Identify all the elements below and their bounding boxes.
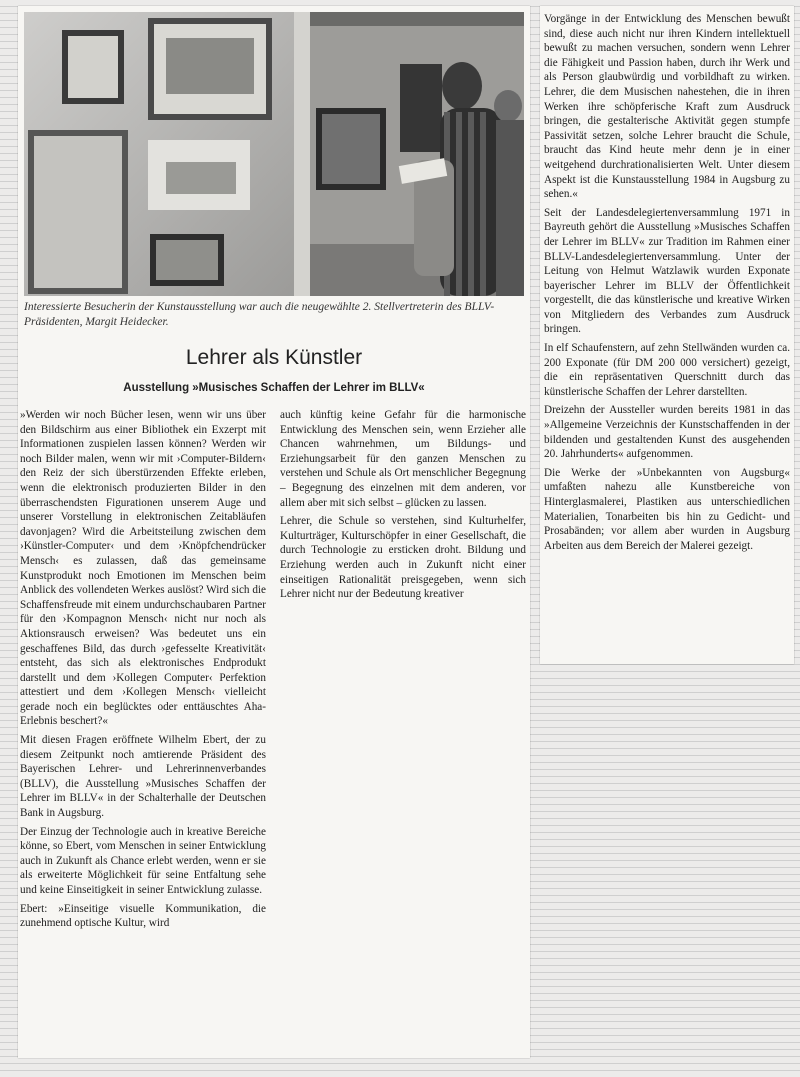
exhibition-photo	[24, 12, 524, 296]
paragraph: Der Einzug der Technologie auch in kreative Bereiche könne, so Ebert, vom Menschen in seiner Entwicklung auch in Zukunft als Chance erlebt werden, wenn er sie als erweiterte Möglichkeit für seine Entfaltung sehe und keine Einseitigkeit in seiner Entwicklung zulasse.	[20, 825, 266, 896]
newspaper-clipping	[18, 6, 794, 1058]
paragraph: Ebert: »Einseitige visuelle Kommunikation, die zunehmend optische Kultur, wird	[20, 902, 266, 930]
photo-caption: Interessierte Besucherin der Kunstausstellung war auch die neugewählte 2. Stellvertreterin des BLLV-Präsidenten, Margit Heidecker.	[24, 301, 495, 328]
article-subheadline: Ausstellung »Musisches Schaffen der Lehrer im BLLV«	[123, 382, 425, 394]
article-column-3	[544, 12, 790, 557]
exhibition-photo-graphic	[24, 12, 524, 296]
paragraph: Vorgänge in der Entwicklung des Menschen bewußt sind, diese auch nicht nur ihren Kindern intellektuell bewußt zu machen versuchen, sondern wenn Lehrer die Fähigkeit und Passion haben, durch ihr Werk und als Person glaubwürdig und vorbildhaft zu wirken. Lehrer, die dem Musischen nahestehen, die in ihren Werken ihre schöpferische Kraft zum Ausdruck bringen, die gestalterische Aktivität gegen stumpfe Passivität setzen, solche Lehrer braucht die Schule, braucht das Kind heute mehr denn je in einer weitgehend durchrationalisierten Welt. Unter diesem Aspekt ist die Kunstausstellung 1984 in Augsburg zu sehen.«	[544, 13, 790, 201]
paragraph: Die Werke der »Unbekannten von Augsburg« umfaßten nahezu alle Kunstbereiche von Hinterglasmalerei, Plastiken aus unterschiedlichen Materialien, Tonarbeiten bis hin zu Gedicht- und Prosabänden; vor allem aber wurden in Augsburg Arbeiten aus dem Bereich der Malerei gezeigt.	[544, 466, 790, 552]
paragraph: Lehrer, die Schule so verstehen, sind Kulturhelfer, Kulturträger, Kulturschöpfer in einer Gesellschaft, die durch Technologie zu ersticken droht. Bildung und Erziehung werden auch in Zukunft nicht einer einseitigen Rationalität preisgegeben, wenn sich Lehrer nicht nur der Bedeutung kreativer	[280, 515, 526, 601]
article-column-2	[280, 408, 526, 606]
paragraph: In elf Schaufenstern, auf zehn Stellwänden wurden ca. 200 Exponate (für DM 200 000 versichert) gezeigt, die ein repräsentativen Querschnitt durch das künstlerische Schaffen der Lehrer darstellten.	[544, 342, 790, 398]
clipping-left-piece	[18, 6, 530, 1058]
paragraph: Dreizehn der Aussteller wurden bereits 1981 in das »Allgemeine Verzeichnis der Kunstschaffenden in der bildenden und gestaltenden Kunst des ausgehenden 20. Jahrhunderts« aufgenommen.	[544, 404, 790, 461]
paragraph: auch künftig keine Gefahr für die harmonische Entwicklung des Menschen sein, wenn Erzieher alle Chancen wahrnehmen, um Bildungs- und Erziehungsarbeit für den ganzen Menschen zu verstehen und Schule als Ort menschlicher Begegnung – Begegnung des einzelnen mit dem anderen, vor allem aber mit sich selbst – glücken zu lassen.	[280, 409, 526, 509]
article-column-1	[20, 408, 266, 935]
article-headline: Lehrer als Künstler	[185, 346, 363, 369]
paragraph: Seit der Landesdelegiertenversammlung 1971 in Bayreuth gehört die Ausstellung »Musisches Schaffen der Lehrer im BLLV« zur Tradition im Rahmen einer BLLV-Landesdelegiertenversammlung. Unter der Leitung von Helmut Watzlawik wurden Exponate bayerischer Lehrer im BLLV der Öffentlichkeit vorgestellt, die das künstlerische und kreative Wirken von Mitgliedern des Verbandes zum Ausdruck bringen.	[544, 206, 790, 336]
paragraph: »Werden wir noch Bücher lesen, wenn wir uns über den Bildschirm aus einer Bibliothek ein Exzerpt mit Informationen zuspielen lassen können? Werden wir noch Bilder malen, wenn wir mit ›Computer-Bildern‹ den Reiz der sich überstürzenden Effekte erleben, wenn die elektronisch produzierten Bilder in den überraschendsten Figurationen unserem Auge und unserer Vorstellung in elektronischen Zeitabläufen davonjagen? Wird die Arbeitsteilung zwischen dem ›Künstler-Computer‹ und dem ›Knöpfchendrücker Mensch‹ es zulassen, daß das gemeinsame Kunstprodukt noch Emotionen im Menschen beim Anblick des vollendeten Werkes auslöst? Wird sich die Schaffensfreude mit einem undurchschaubaren Partner für den ›Kompagnon Mensch‹ nicht nur noch als Aktionsrausch erweisen? Was bedeutet uns ein geschaffenes Bild, das durch ›gefesselte Kreativität‹ entsteht, das sich als elektronisches Endprodukt darstellt und dem ›Kollegen Computer‹ Perfektion attestiert und dem ›Kollegen Mensch‹ vielleicht gerade noch ein beglücktes oder enttäuschtes Aha-Erlebnis beschert?«	[20, 409, 266, 728]
paragraph: Mit diesen Fragen eröffnete Wilhelm Ebert, der zu diesem Zeitpunkt noch amtierende Präsident des Bayerischen Lehrer- und Lehrerinnenverbandes (BLLV), die Ausstellung »Musisches Schaffen der Lehrer im BLLV« in der Schalterhalle der Deutschen Bank in Augsburg.	[20, 734, 266, 820]
